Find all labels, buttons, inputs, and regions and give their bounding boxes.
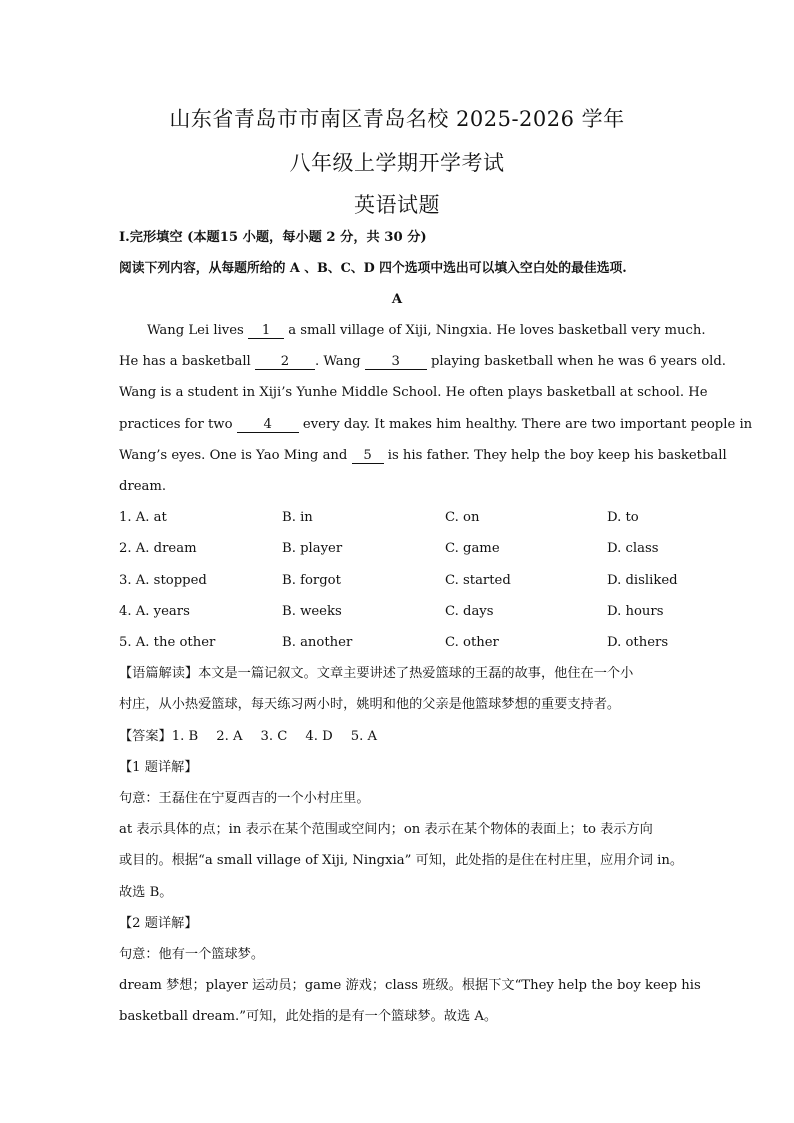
answer-label: 【答案】 [119,729,172,744]
q2-heading: 【2 题详解】 [119,916,198,931]
q1-heading: 【1 题详解】 [119,760,198,775]
option-3d: D. disliked [607,573,678,588]
answer-line [119,728,684,746]
answer-3: 3. C [260,729,288,744]
option-2a: 2. A. dream [119,541,197,556]
passage-line-4: practices for two 4 every day. It makes him healthy. There are two important people in [119,417,753,432]
option-3c: C. started [445,573,511,588]
passage-line-2: He has a basketball 2 . Wang 3 playing basketball when he was 6 years old. [119,354,726,369]
passage-line-3: Wang is a student in Xiji’s Yunhe Middle School. He often plays basketball at school. He [119,385,708,400]
option-4a: 4. A. years [119,604,190,619]
exam-title-line2: 八年级上学期开学考试 [289,151,505,175]
option-5b: B. another [282,635,353,650]
answer-2: 2. A [216,729,243,744]
option-3b: B. forgot [282,573,341,588]
option-4b: B. weeks [282,604,342,619]
analysis-intro-line2: 村庄，从小热爱篮球，每天练习两小时，姚明和他的父亲是他篮球梦想的重要支持者。 [119,697,621,712]
blank-3: 3 [365,354,427,370]
option-1a: 1. A. at [119,510,167,525]
option-4d: D. hours [607,604,664,619]
q2-meaning: 句意：他有一个篮球梦。 [119,947,265,962]
part-label: A [391,292,403,307]
q2-explain-line1: dream 梦想；player 运动员；game 游戏；class 班级。根据下文“They help the boy keep his [119,978,701,993]
exam-title-line1: 山东省青岛市市南区青岛名校 2025-2026 学年 [169,107,625,131]
answer-4: 4. D [305,729,333,744]
passage-line-6: dream. [119,479,167,494]
option-3a: 3. A. stopped [119,573,207,588]
q1-explain-line2: 或目的。根据“a small village of Xiji, Ningxia” 可知，此处指的是住在村庄里，应用介词 in。 [119,853,684,868]
analysis-intro-line1: 【语篇解读】本文是一篇记叙文。文章主要讲述了热爱篮球的王磊的故事，他住在一个小 [119,666,634,681]
option-1b: B. in [282,510,313,525]
q1-meaning: 句意：王磊住在宁夏西吉的一个小村庄里。 [119,791,370,806]
option-2c: C. game [445,541,500,556]
passage-line-1: Wang Lei lives 1 a small village of Xiji, Ningxia. He loves basketball very much. [147,323,706,338]
section-instruction: 阅读下列内容，从每题所给的 A 、B、C、D 四个选项中选出可以填入空白处的最佳选项. [119,261,627,276]
option-5c: C. other [445,635,499,650]
option-2b: B. player [282,541,343,556]
answer-5: 5. A [350,729,378,744]
blank-2: 2 [255,354,315,370]
option-5d: D. others [607,635,669,650]
blank-4: 4 [237,417,299,433]
passage-line-5: Wang’s eyes. One is Yao Ming and 5 is his father. They help the boy keep his basketball [119,448,727,463]
blank-5: 5 [352,448,384,464]
answer-1: 1. B [171,729,199,744]
blank-1: 1 [248,323,284,339]
exam-title-line3: 英语试题 [354,193,440,217]
section-heading: I.完形填空 (本题15 小题，每小题 2 分，共 30 分) [119,230,427,245]
option-5a: 5. A. the other [119,635,216,650]
option-1c: C. on [445,510,480,525]
q1-explain-line1: at 表示具体的点；in 表示在某个范围或空间内；on 表示在某个物体的表面上；to 表示方向 [119,822,653,837]
option-1d: D. to [607,510,639,525]
option-4c: C. days [445,604,494,619]
q1-explain-line3: 故选 B。 [119,885,173,900]
option-2d: D. class [607,541,659,556]
q2-explain-line2: basketball dream.”可知，此处指的是有一个篮球梦。故选 A。 [119,1009,498,1024]
